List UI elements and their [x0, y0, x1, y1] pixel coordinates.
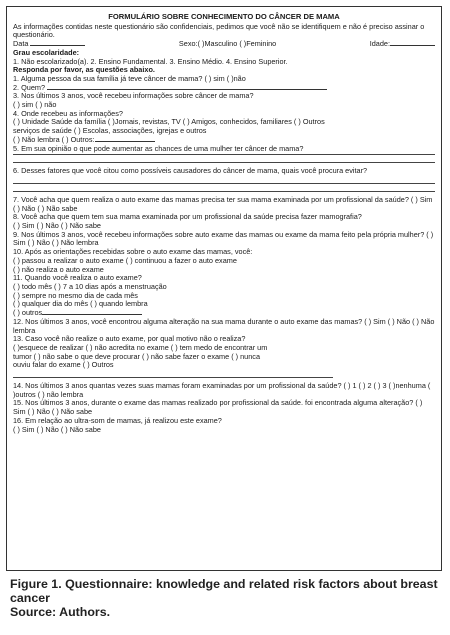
questionnaire-form: [6, 6, 442, 571]
question-13-option-2: tumor ( ) não sabe o que deve procurar ( ) não sabe fazer o exame ( ) nunca: [13, 351, 261, 361]
question-14: 14. Nos últimos 3 anos quantas vezes suas mamas foram examinadas por um profissional da saúde? ( ) 1 ( ) 2 ( ) 3 ( )nenhuma ( )outros ( ) não lembra: [13, 381, 431, 399]
age-label: Idade:: [369, 39, 390, 49]
question-11-option-2: ( ) sempre no mesmo dia de cada mês: [13, 290, 138, 300]
question-7: 7. Você acha que quem realiza o auto exame das mamas precisa ter sua mama examinada por um profissional da saúde? ( ) Sim ( ) Não ( ) Não sabe: [13, 194, 433, 213]
sex-field: Sexo:( )Masculino ( )Feminino: [178, 39, 277, 49]
question-16: 16. Em relação ao ultra-som de mamas, já realizou este exame?: [13, 415, 222, 425]
question-8-options: ( ) Sim ( ) Não ( ) Não sabe: [13, 221, 101, 231]
question-10: 10. Após as orientações recebidas sobre o auto exame das mamas, você:: [13, 247, 253, 257]
question-10-option-2: ( ) não realiza o auto exame: [13, 264, 104, 274]
question-15: 15. Nos últimos 3 anos, durante o exame das mamas realizado por profissional da saúde. foi encontrada alguma alteração? ( ) Sim ( ) Não ( ) Não sabe: [13, 398, 423, 417]
form-title: FORMULÁRIO SOBRE CONHECIMENTO DO CÂNCER DE MAMA: [108, 12, 340, 21]
answer-line: [13, 154, 435, 155]
question-4-options-3-text: ( ) Não lembra ( ) Outros:: [13, 134, 95, 144]
question-11-blank: [42, 314, 142, 315]
answer-line: [13, 183, 435, 184]
question-4-options-2: serviços de saúde ( ) Escolas, associações, igrejas e outros: [13, 126, 207, 136]
question-13-option-1: ( )esquece de realizar ( ) não acredita no exame ( ) tem medo de encontrar um: [13, 342, 268, 352]
age-blank: [390, 45, 435, 46]
question-2-blank: [47, 89, 327, 90]
answer-line: [13, 162, 435, 163]
question-6: 6. Desses fatores que você citou como possíveis causadores do câncer de mama, quais você procura evitar?: [13, 166, 368, 176]
question-2-label: 2. Quem?: [13, 82, 46, 92]
figure-caption-text: Figure 1. Questionnaire: knowledge and related risk factors about breast cancer: [10, 577, 438, 605]
form-intro: As informações contidas neste questionário são confidenciais, pedimos que você não se identifiquem e não é preciso assinar o questionário.: [13, 21, 425, 40]
question-8: 8. Você acha que quem tem sua mama examinada por um profissional da saúde precisa fazer mamografia?: [13, 212, 362, 222]
figure-source: Source: Authors.: [10, 605, 111, 619]
question-13-option-3: ouviu falar do exame ( ) Outros: [13, 360, 114, 370]
question-16-options: ( ) Sim ( ) Não ( ) Não sabe: [13, 424, 101, 434]
figure-caption: [10, 577, 442, 619]
question-11-option-4-text: ( ) outros: [13, 308, 43, 318]
question-4-options-1: ( ) Unidade Saúde da família ( )Jornais, revistas, TV ( ) Amigos, conhecidos, familiares ( ) Outros: [13, 117, 325, 127]
question-3: 3. Nos últimos 3 anos, você recebeu informações sobre câncer de mama?: [13, 91, 254, 101]
question-5: 5. Em sua opinião o que pode aumentar as chances de uma mulher ter câncer de mama?: [13, 143, 304, 153]
answer-line: [13, 377, 333, 378]
date-label: Data: [13, 39, 29, 49]
answer-line: [13, 191, 435, 192]
education-heading: Grau escolaridade:: [13, 47, 80, 57]
question-12: 12. Nos últimos 3 anos, você encontrou alguma alteração na sua mama durante o auto exame das mamas? ( ) Sim ( ) Não ( ) Não lembra: [13, 316, 435, 335]
question-11-option-3: ( ) qualquer dia do mês ( ) quando lembra: [13, 299, 148, 309]
question-11-option-1: ( ) todo mês ( ) 7 a 10 dias após a menstruação: [13, 281, 167, 291]
question-11: 11. Quando você realiza o auto exame?: [13, 273, 142, 283]
education-options: 1. Não escolarizado(a). 2. Ensino Fundamental. 3. Ensino Médio. 4. Ensino Superior.: [13, 56, 288, 66]
question-13: 13. Caso você não realize o auto exame, por qual motivo não o realiza?: [13, 334, 246, 344]
age-field: [370, 40, 435, 49]
question-10-option-1: ( ) passou a realizar o auto exame ( ) continuou a fazer o auto exame: [13, 255, 237, 265]
instruction-text: Responda por favor, as questões abaixo.: [13, 65, 155, 75]
question-9: 9. Nos últimos 3 anos, você recebeu informações sobre auto exame das mamas ou exame da mama feito pela própria mulher? ( ) Sim ( ) Não ( ) Não lembra: [13, 229, 434, 248]
question-4-blank: [95, 141, 155, 142]
question-1: 1. Alguma pessoa da sua família já teve câncer de mama? ( ) sim ( )não: [13, 73, 246, 83]
question-3-options: ( ) sim ( ) não: [13, 100, 57, 110]
question-4: 4. Onde recebeu as informações?: [13, 108, 123, 118]
date-blank: [30, 45, 85, 46]
